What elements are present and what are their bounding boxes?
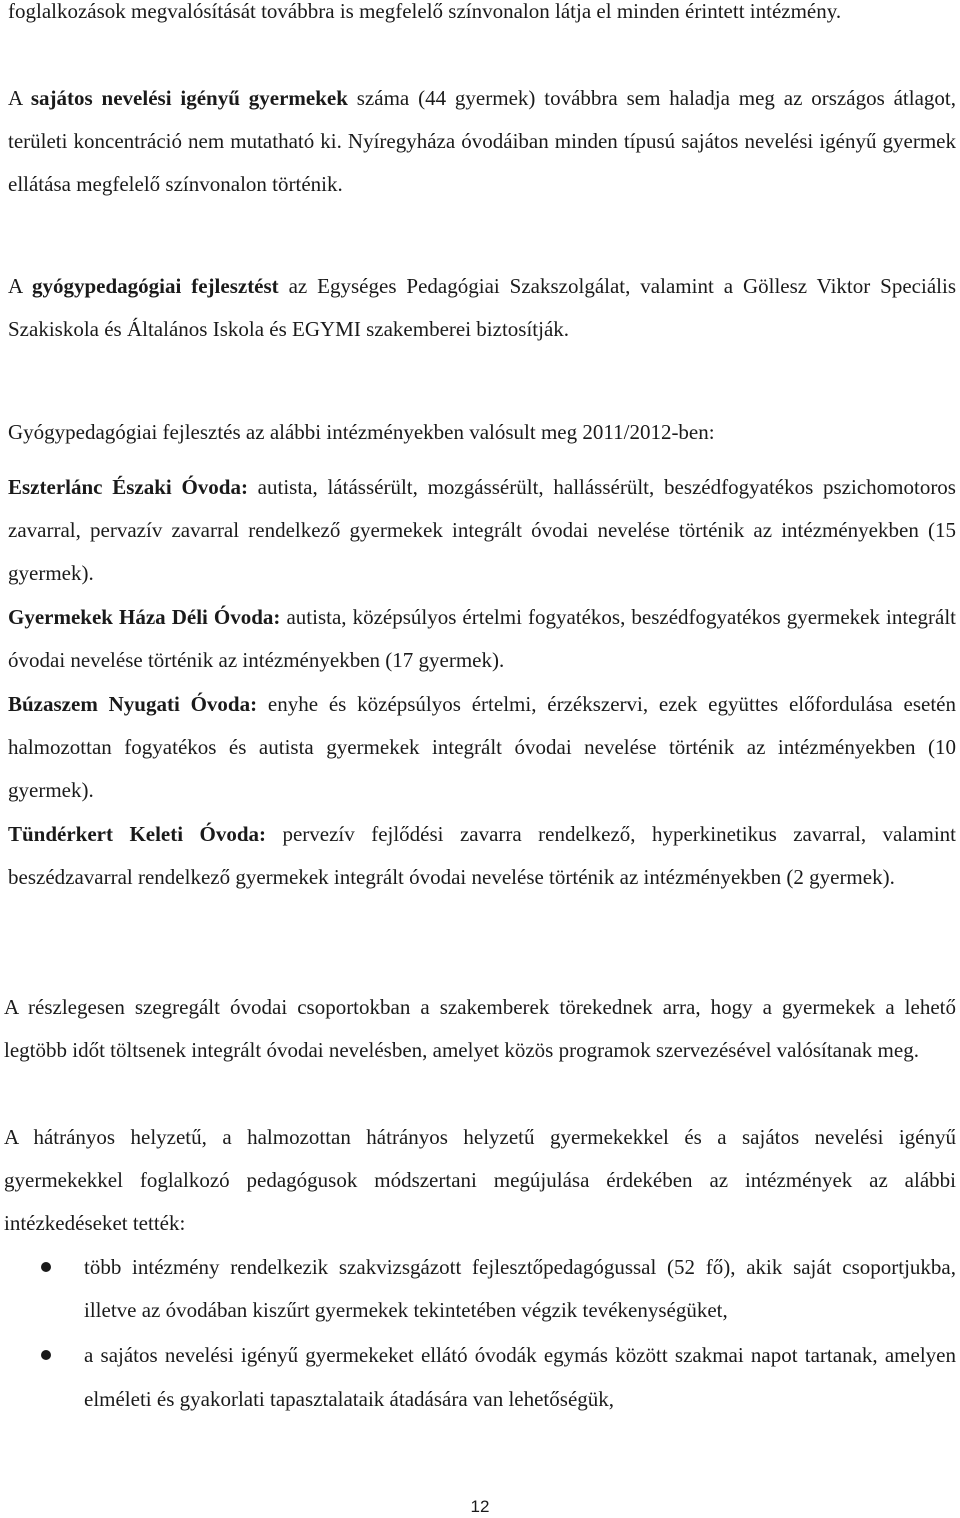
paragraph-lead: A [8,274,32,298]
paragraph-text: A részlegesen szegregált óvodai csoportokban a szakemberek törekednek arra, hogy a gyermekek a lehető legtöbb időt töltsenek integrált óvodai nevelésben, amelyet közös programok szervezésével valósítanak meg. [4,995,956,1063]
paragraph-continuation [8,0,956,33]
list-item [0,1246,956,1332]
paragraph-gyermekek-haza [8,596,956,682]
paragraph-text: autista, látássérült, mozgássérült, hallássérült, beszédfogyatékos pszichomotoros zavarral, pervazív zavarral rendelkező gyermekek integrált óvodai nevelése történik az intézményekben (15 gyermek). [8,475,956,586]
kindergarten-name: Gyermekek Háza Déli Óvoda: [8,605,281,629]
paragraph-text: autista, középsúlyos értelmi fogyatékos, beszédfogyatékos gyermekek integrált óvodai nevelése történik az intézményekben (17 gyermek). [8,605,956,673]
paragraph-text: enyhe és középsúlyos értelmi, érzékszervi, ezek együttes előfordulása esetén halmozottan fogyatékos és autista gyermekek integrált óvodai nevelése történik az intézményekben (10 gyermek). [8,692,956,803]
paragraph-text: az Egységes Pedagógiai Szakszolgálat, valamint a Göllesz Viktor Speciális Szakiskola és Általános Iskola és EGYMI szakemberei biztosítják. [8,274,956,342]
bullet-icon [41,1350,51,1360]
kindergarten-name: Eszterlánc Északi Óvoda: [8,475,248,499]
list-item [0,1334,956,1420]
list-item-text: a sajátos nevelési igényű gyermekeket ellátó óvodák egymás között szakmai napot tartanak, amelyen elméleti és gyakorlati tapasztalataik átadására van lehetőségük, [84,1343,956,1411]
bullet-icon [41,1262,51,1272]
kindergarten-name: Búzaszem Nyugati Óvoda: [8,692,258,716]
bold-term: gyógypedagógiai fejlesztést [31,274,279,298]
paragraph-segregated-groups [4,986,956,1072]
paragraph-text: Gyógypedagógiai fejlesztés az alábbi intézményekben valósult meg 2011/2012-ben: [8,420,715,444]
paragraph-buzaszem [8,683,956,813]
bold-term: sajátos nevelési igényű gyermekek [30,86,348,110]
kindergarten-name: Tündérkert Keleti Óvoda: [8,822,267,846]
paragraph-text: pervezív fejlődési zavarra rendelkező, hyperkinetikus zavarral, valamint beszédzavarral rendelkező gyermekek integrált óvodai nevelése történik az intézményekben (2 gyermek). [8,822,956,890]
paragraph-intro-list [8,411,956,454]
paragraph-methodology-renewal [4,1116,956,1246]
list-item-text: több intézmény rendelkezik szakvizsgázott fejlesztőpedagógussal (52 fő), akik saját csoportjukba, illetve az óvodában kiszűrt gyermekek tekintetében végzik tevékenységüket, [84,1255,956,1323]
paragraph-text: foglalkozások megvalósítását továbbra is megfelelő színvonalon látja el minden érintett intézmény. [8,0,842,23]
paragraph-special-needs-children [8,77,956,207]
paragraph-special-education-development [8,265,956,351]
page-number: 12 [470,1497,490,1516]
paragraph-text: A hátrányos helyzetű, a halmozottan hátrányos helyzetű gyermekekkel és a sajátos nevelési igényű gyermekekkel foglalkozó pedagógusok módszertani megújulása érdekében az intézmények az alábbi intézkedéseket tették: [4,1125,956,1236]
paragraph-lead: A [8,86,31,110]
paragraph-eszterlanc [8,466,956,596]
measures-bullet-list [0,1246,956,1421]
paragraph-tunderkert [8,813,956,899]
paragraph-text: száma (44 gyermek) továbbra sem haladja meg az országos átlagot, területi koncentráció nem mutatható ki. Nyíregyháza óvodáiban minden típusú sajátos nevelési igényű gyermek ellátása megfelelő színvonalon történik. [8,86,956,197]
